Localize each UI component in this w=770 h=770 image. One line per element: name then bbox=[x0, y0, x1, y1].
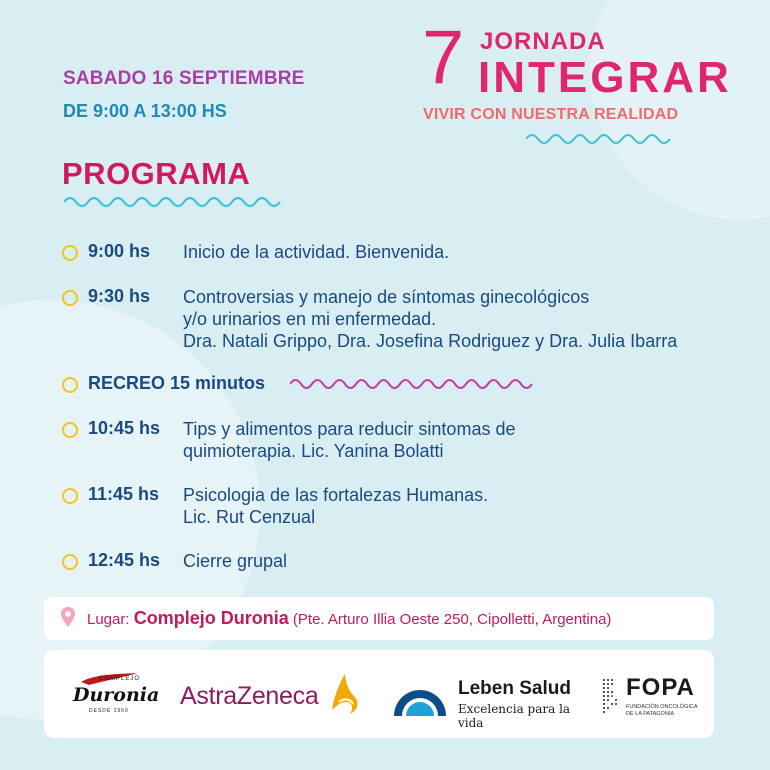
duronia-name: Duronia bbox=[73, 684, 160, 706]
leben-salud-logo bbox=[392, 672, 592, 730]
program-break: RECREO 15 minutos bbox=[88, 373, 266, 393]
bullet-icon bbox=[62, 377, 78, 393]
venue-name: Complejo Duronia bbox=[133, 608, 289, 628]
program-time: 12:45 hs bbox=[88, 550, 161, 570]
program-description: Tips y alimentos para reducir sintomas de quimioterapia. Lic. Yanina Bolatti bbox=[183, 419, 516, 461]
leben-arc-icon bbox=[392, 672, 448, 718]
dot-grid-icon bbox=[602, 678, 622, 718]
leben-name: Leben Salud bbox=[458, 678, 571, 699]
astrazeneca-symbol-icon bbox=[330, 672, 360, 718]
program-time: 9:00 hs bbox=[88, 241, 151, 261]
venue-text bbox=[87, 608, 611, 629]
event-date: SABADO 16 SEPTIEMBRE bbox=[63, 68, 305, 89]
event-title-line1: JORNADA bbox=[480, 28, 606, 55]
location-pin-icon bbox=[60, 606, 76, 628]
program-time: 11:45 hs bbox=[88, 484, 160, 504]
fopa-name: FOPA bbox=[626, 674, 695, 701]
duronia-tiny-text: DESDE 1960 bbox=[89, 708, 129, 714]
bullet-icon bbox=[62, 554, 78, 570]
program-description: Inicio de la actividad. Bienvenida. bbox=[183, 242, 450, 262]
wave-decoration bbox=[526, 132, 676, 146]
fopa-logo bbox=[602, 674, 702, 722]
venue-label: Lugar: bbox=[87, 611, 130, 628]
astrazeneca-logo bbox=[180, 672, 370, 718]
program-time: 9:30 hs bbox=[88, 286, 151, 306]
program-description: Psicologia de las fortalezas Humanas. Lic. Rut Cenzual bbox=[183, 485, 489, 527]
wave-decoration bbox=[64, 195, 284, 209]
bullet-icon bbox=[62, 245, 78, 261]
astrazeneca-name: AstraZeneca bbox=[180, 682, 319, 710]
bullet-icon bbox=[62, 422, 78, 438]
fopa-tagline: FUNDACIÓN ONCOLÓGICA DE LA PATAGONIA bbox=[626, 704, 698, 717]
program-description: Controversias y manejo de síntomas ginecológicos y/o urinarios en mi enfermedad. Dra. Natali Grippo, Dra. Josefina Rodriguez y Dra. Julia Ibarra bbox=[183, 287, 678, 351]
venue-box bbox=[44, 597, 714, 640]
bullet-icon bbox=[62, 290, 78, 306]
duronia-small-text: COMPLEJO bbox=[99, 676, 141, 682]
venue-address: (Pte. Arturo Illia Oeste 250, Cipolletti, Argentina) bbox=[292, 611, 612, 628]
event-number: 7 bbox=[422, 15, 465, 100]
wave-decoration bbox=[290, 377, 538, 391]
duronia-logo bbox=[71, 670, 160, 718]
program-description: Cierre grupal bbox=[183, 551, 288, 571]
event-hours: DE 9:00 A 13:00 HS bbox=[63, 101, 227, 121]
sponsors-box bbox=[44, 650, 714, 738]
event-subtitle: VIVIR CON NUESTRA REALIDAD bbox=[423, 106, 679, 123]
program-time: 10:45 hs bbox=[88, 418, 161, 438]
bullet-icon bbox=[62, 488, 78, 504]
leben-tagline: Excelencia para la vida bbox=[458, 702, 571, 730]
event-title-line2: INTEGRAR bbox=[478, 53, 732, 102]
program-title: PROGRAMA bbox=[62, 156, 251, 191]
